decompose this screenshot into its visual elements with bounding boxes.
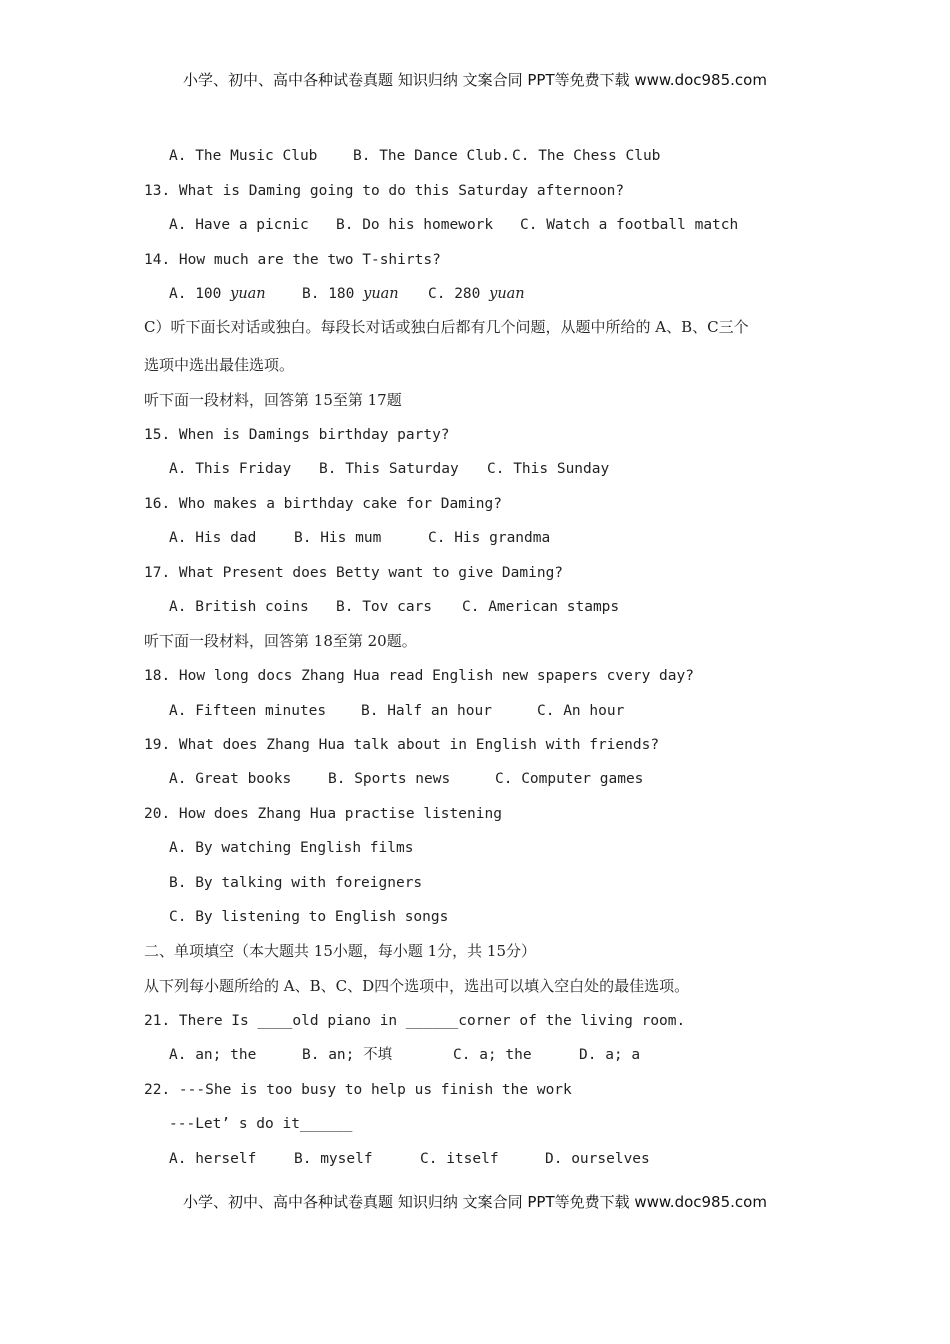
page-header: 小学、初中、高中各种试卷真题 知识归纳 文案合同 PPT等免费下载 www.doc985.com: [183, 71, 767, 89]
q16-option-a: A. His dad: [169, 530, 257, 546]
page-footer: 小学、初中、高中各种试卷真题 知识归纳 文案合同 PPT等免费下载 www.doc985.com: [183, 1193, 767, 1211]
q21-option-a: A. an; the: [169, 1047, 257, 1063]
q21-option-d: D. a; a: [579, 1047, 641, 1063]
part2-instruction: 从下列每小题所给的 A、B、C、D四个选项中，选出可以填入空白处的最佳选项。: [144, 977, 690, 995]
q14-question: 14. How much are the two T-shirts?: [144, 252, 441, 268]
q12-option-a: A. The Music Club: [169, 148, 318, 164]
q12-option-c: C. The Chess Club: [512, 148, 661, 164]
q16-option-c: C. His grandma: [428, 530, 551, 546]
q15-option-b: B. This Saturday: [319, 461, 459, 477]
q21-question: 21. There Is ____old piano in ______corner of the living room.: [144, 1013, 686, 1029]
q16-question: 16. Who makes a birthday cake for Daming?: [144, 496, 502, 512]
q22-option-d: D. ourselves: [545, 1151, 650, 1167]
part2-title: 二、单项填空（本大题共 15小题，每小题 1分，共 15分）: [144, 942, 537, 960]
q18-option-b: B. Half an hour: [361, 703, 492, 719]
q13-option-c: C. Watch a football match: [520, 217, 739, 233]
q22-reply: ---Let’ s do it______: [169, 1116, 353, 1132]
q20-option-a: A. By watching English films: [169, 840, 414, 856]
q21-option-c: C. a; the: [453, 1047, 532, 1063]
q17-option-b: B. Tov cars: [336, 599, 433, 615]
q13-option-b: B. Do his homework: [336, 217, 494, 233]
q22-question: 22. ---She is too busy to help us finish the work: [144, 1082, 572, 1098]
q19-option-a: A. Great books: [169, 771, 292, 787]
q15-option-c: C. This Sunday: [487, 461, 610, 477]
q19-question: 19. What does Zhang Hua talk about in English with friends?: [144, 737, 660, 753]
q17-question: 17. What Present does Betty want to give Daming?: [144, 565, 564, 581]
section-c-instruction-line2: 选项中选出最佳选项。: [144, 356, 295, 374]
q12-option-b: B. The Dance Club.: [353, 148, 511, 164]
q18-option-a: A. Fifteen minutes: [169, 703, 327, 719]
q13-question: 13. What is Daming going to do this Saturday afternoon?: [144, 183, 625, 199]
q20-option-c: C. By listening to English songs: [169, 909, 449, 925]
q18-question: 18. How long docs Zhang Hua read English new spapers cvery day?: [144, 668, 694, 684]
q16-option-b: B. His mum: [294, 530, 382, 546]
q19-option-b: B. Sports news: [328, 771, 451, 787]
q17-option-a: A. British coins: [169, 599, 309, 615]
q21-option-b: B. an; 不填: [302, 1047, 393, 1063]
instruction-15-17: 听下面一段材料，回答第 15至第 17题: [144, 391, 402, 409]
q20-question: 20. How does Zhang Hua practise listening: [144, 806, 502, 822]
q14-option-b: B. 180 yuan: [302, 286, 399, 302]
q22-option-a: A. herself: [169, 1151, 257, 1167]
q19-option-c: C. Computer games: [495, 771, 644, 787]
q13-option-a: A. Have a picnic: [169, 217, 309, 233]
q15-option-a: A. This Friday: [169, 461, 292, 477]
q14-option-c: C. 280 yuan: [428, 286, 525, 302]
q18-option-c: C. An hour: [537, 703, 625, 719]
q15-question: 15. When is Damings birthday party?: [144, 427, 450, 443]
q20-option-b: B. By talking with foreigners: [169, 875, 423, 891]
q22-option-b: B. myself: [294, 1151, 373, 1167]
q22-option-c: C. itself: [420, 1151, 499, 1167]
instruction-18-20: 听下面一段材料，回答第 18至第 20题。: [144, 632, 417, 650]
q17-option-c: C. American stamps: [462, 599, 620, 615]
q14-option-a: A. 100 yuan: [169, 286, 266, 302]
section-c-instruction-line1: C）听下面长对话或独白。每段长对话或独白后都有几个问题，从题中所给的 A、B、C三个: [144, 318, 749, 336]
